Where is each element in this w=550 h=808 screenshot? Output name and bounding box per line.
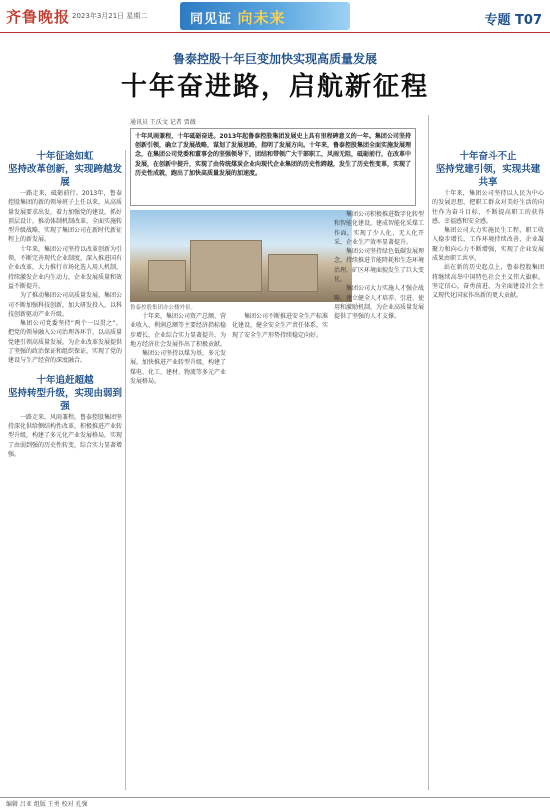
article-kicker: 鲁泰控股十年巨变加快实现高质量发展 (172, 52, 377, 66)
middle-right-column (232, 312, 328, 794)
newspaper-brand: 齐鲁晚报 (6, 8, 71, 26)
section-1-para: 十年来，集团公司坚持以改革创新为引领，不断完善现代企业制度，深入推进国有企业改革，大力推行市场化选人用人机制，持续激发企业内生动力，企业发展质量和效益不断提升。 (8, 245, 122, 290)
section-3-heading: 十年奋斗不止 (459, 151, 517, 162)
special-banner (180, 2, 350, 30)
banner-prefix: 同见证 (190, 12, 233, 27)
section-1-subheading: 坚持改革创新，实现跨越发展 (8, 164, 122, 188)
right-para: 集团公司坚持绿色低碳发展理念，持续推进节能降耗和生态环境治理，矿区环境面貌发生了巨大变化。 (334, 248, 424, 284)
section-1-para: 集团公司党委坚持“两个一以贯之”，把党的领导融入公司治理各环节，以高质量党建引领高质量发展，为企业改革发展提供了坚强的政治保证和组织保证，实现了党的建设与生产经营的深度融合。 (8, 320, 122, 365)
section-2-heading: 十年追赶超越 (36, 374, 94, 386)
photo-building-main (190, 240, 262, 292)
middle-para: 十年来，集团公司资产总额、营业收入、利润总额等主要经济指标稳步增长，企业综合实力显著提升，为地方经济社会发展作出了积极贡献。 (130, 313, 226, 348)
section-3-para: 十年来，集团公司坚持以人民为中心的发展思想，把职工群众对美好生活的向往作为奋斗目标，不断提高职工的获得感、幸福感和安全感。 (432, 190, 544, 225)
article-byline: 通讯员 王沃文 记者 贾薇 (130, 119, 196, 126)
page-footer (0, 797, 550, 808)
section-1-heading: 十年征途如虹 (36, 151, 94, 162)
photo-building-left (148, 260, 186, 292)
left-column (8, 150, 122, 794)
section-3-subheading: 坚持党建引领，实现共建共享 (435, 164, 541, 188)
section-1-para: 为了推动集团公司高质量发展，集团公司不断加强科技创新，加大研发投入，以科技创新驱动产业升级。 (8, 292, 122, 318)
middle-left-column (130, 312, 226, 794)
right-para: 集团公司大力实施人才强企战略，建立健全人才培养、引进、使用和激励机制，为企业高质量发展提供了坚强的人才支撑。 (334, 285, 424, 321)
photo-caption: 鲁泰控股集团办公楼外景。 (130, 305, 197, 311)
middle-para: 集团公司不断推进安全生产标准化建设，健全安全生产责任体系，实现了安全生产形势持续稳定向好。 (232, 313, 328, 339)
column-divider (428, 115, 429, 790)
far-right-column (432, 150, 544, 794)
masthead (0, 0, 550, 33)
lead-box (130, 128, 416, 206)
article-headline: 十年奋进路，启航新征程 (120, 72, 429, 102)
section-3-para: 集团公司大力实施民生工程，职工收入稳步增长，工作环境持续改善，企业凝聚力和向心力不断增强，实现了企业发展成果由职工共享。 (432, 227, 544, 263)
section-3-para: 站在新的历史起点上，鲁泰控股集团将继续高举中国特色社会主义伟大旗帜，坚定信心，奋勇前进，为全面建设社会主义现代化国家作出新的更大贡献。 (432, 264, 544, 300)
right-text-column (334, 210, 424, 794)
middle-para: 集团公司坚持以煤为基，多元发展，加快推进产业转型升级，构建了煤电、化工、建材、物流等多元产业发展格局。 (130, 350, 226, 386)
column-divider (125, 150, 126, 790)
banner-emph: 向未来 (237, 9, 286, 27)
right-para: 集团公司积极推进数字化转型和智能化建设，建成智能化采煤工作面，实现了少人化、无人化开采，企业生产效率显著提升。 (334, 211, 424, 246)
issue-date: 2023年3月21日 星期二 (72, 12, 148, 20)
banner-title (190, 7, 286, 28)
page-label: 专题 T07 (484, 13, 542, 28)
section-1-para: 一路走来，砥砺前行。2013年，鲁泰控股集团的新的领导班子上任以来，从高质量发展要求出发，着力加强党的建设，抓好顶层设计，推动体制机制改革，全面实施转型升级战略，实现了集团公司在新时代新征程上的新发展。 (8, 190, 122, 244)
section-2-para: 一路走来，风雨兼程。鲁泰控股集团坚持深化供给侧结构性改革，积极推进产业转型升级，构建了多元化产业发展格局，实现了由弱到强的历史性转变，综合实力显著增强。 (8, 413, 122, 458)
section-2-subheading: 坚持转型升级，实现由弱到强 (8, 387, 122, 412)
building-photo (130, 210, 352, 302)
photo-building-side (268, 254, 318, 292)
footer-credits: 编辑 吕亚 组版 王勇 校对 孔强 (6, 801, 88, 808)
lead-text: 十年风雨兼程，十年砥砺奋进。2013年起鲁泰控股集团发展史上具有里程碑意义的一年。集团公司坚持创新引领，确立了发展战略，谋划了发展思路，指明了发展方向。十年来，鲁泰控股集团全面实施发展理念，在集团公司党委和董事会的坚强领导下，团结和带领广大干部职工，风雨无阻，砥砺前行，在改革中发展，在创新中提升，实现了由传统煤炭企业向现代企业集团的历史性跨越，发生了历史性变革，实现了历史性成就，跑出了加快高质量发展的加速度。 (135, 133, 412, 177)
